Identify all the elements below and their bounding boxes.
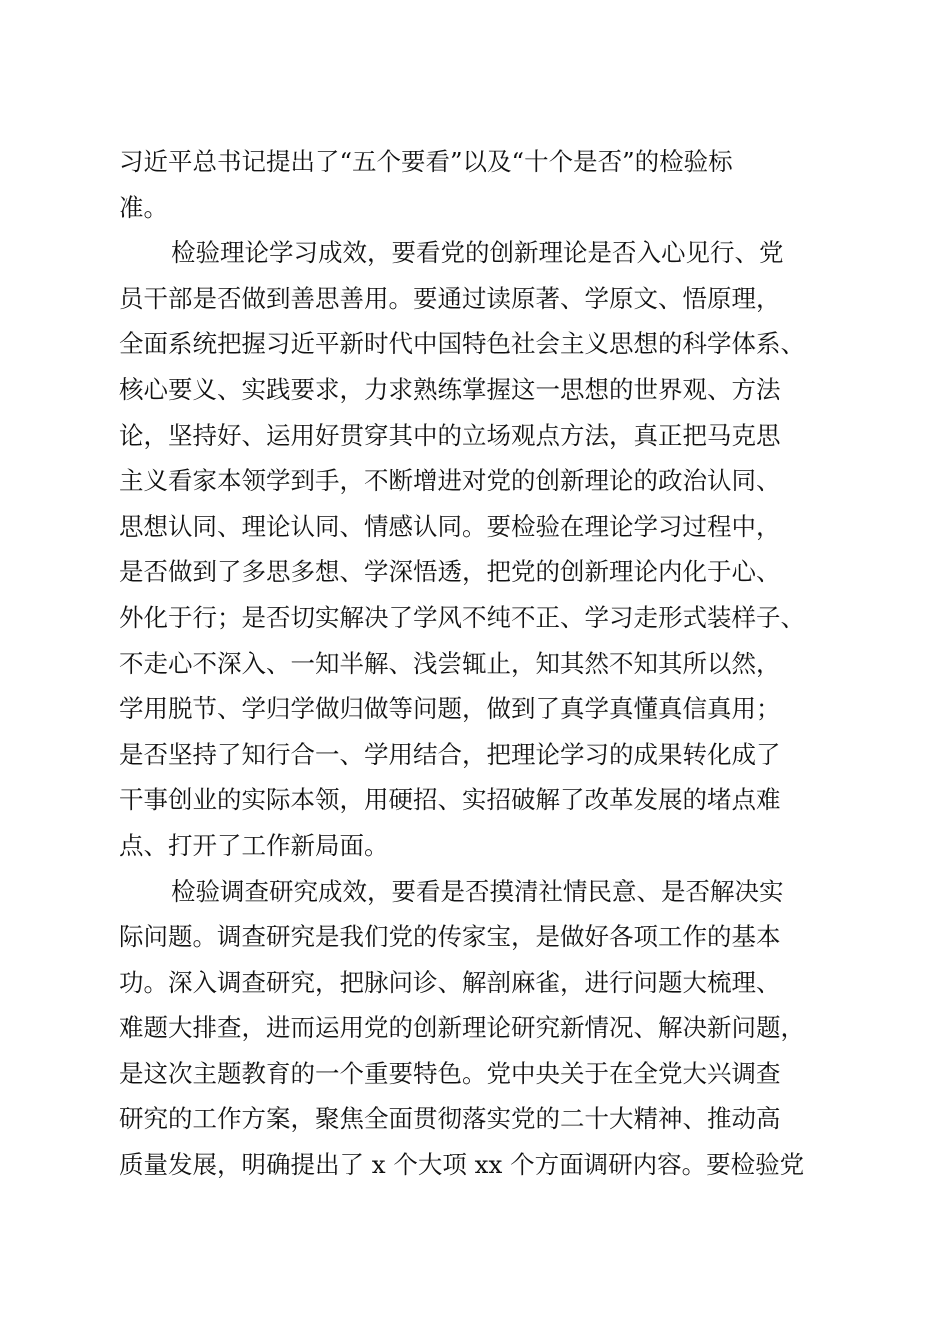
text-line: 准。: [119, 192, 168, 222]
text-line: 际问题。调查研究是我们党的传家宝，是做好各项工作的基本: [119, 922, 781, 952]
paragraph-3: [119, 869, 839, 1188]
text-line: 核心要义、实践要求，力求熟练掌握这一思想的世界观、方法: [119, 374, 781, 404]
text-line: 是否坚持了知行合一、学用结合，把理论学习的成果转化成了: [119, 739, 781, 769]
text-line: 难题大排查，进而运用党的创新理论研究新情况、解决新问题，: [119, 1013, 805, 1043]
text-line: 检验理论学习成效，要看党的创新理论是否入心见行、党: [171, 238, 784, 268]
text-line: 是否做到了多思多想、学深悟透，把党的创新理论内化于心、: [119, 557, 781, 587]
text-line: 不走心不深入、一知半解、浅尝辄止，知其然不知其所以然，: [119, 648, 781, 678]
text-line: 是这次主题教育的一个重要特色。党中央关于在全党大兴调查: [119, 1058, 781, 1088]
text-line: 点、打开了工作新局面。: [119, 830, 389, 860]
text-line: 质量发展，明确提出了 x 个大项 xx 个方面调研内容。要检验党: [119, 1150, 805, 1180]
text-line: 主义看家本领学到手，不断增进对党的创新理论的政治认同、: [119, 466, 781, 496]
text-line: 论，坚持好、运用好贯穿其中的立场观点方法，真正把马克思: [119, 420, 781, 450]
text-line: 学用脱节、学归学做归做等问题，做到了真学真懂真信真用；: [119, 694, 781, 724]
text-line: 习近平总书记提出了“五个要看”以及“十个是否”的检验标: [119, 147, 733, 176]
text-line: 员干部是否做到善思善用。要通过读原著、学原文、悟原理，: [119, 283, 781, 313]
document-body: [119, 139, 839, 1188]
text-line: 干事创业的实际本领，用硬招、实招破解了改革发展的堵点难: [119, 785, 781, 815]
paragraph-1: [119, 139, 839, 230]
paragraph-2: [119, 230, 839, 868]
text-line: 检验调查研究成效，要看是否摸清社情民意、是否解决实: [171, 876, 784, 906]
text-line: 功。深入调查研究，把脉问诊、解剖麻雀，进行问题大梳理、: [119, 967, 781, 997]
text-line: 思想认同、理论认同、情感认同。要检验在理论学习过程中，: [119, 511, 781, 541]
text-line: 外化于行；是否切实解决了学风不纯不正、学习走形式装样子、: [119, 602, 805, 632]
text-line: 研究的工作方案，聚焦全面贯彻落实党的二十大精神、推动高: [119, 1104, 781, 1134]
text-line: 全面系统把握习近平新时代中国特色社会主义思想的科学体系、: [119, 329, 805, 359]
